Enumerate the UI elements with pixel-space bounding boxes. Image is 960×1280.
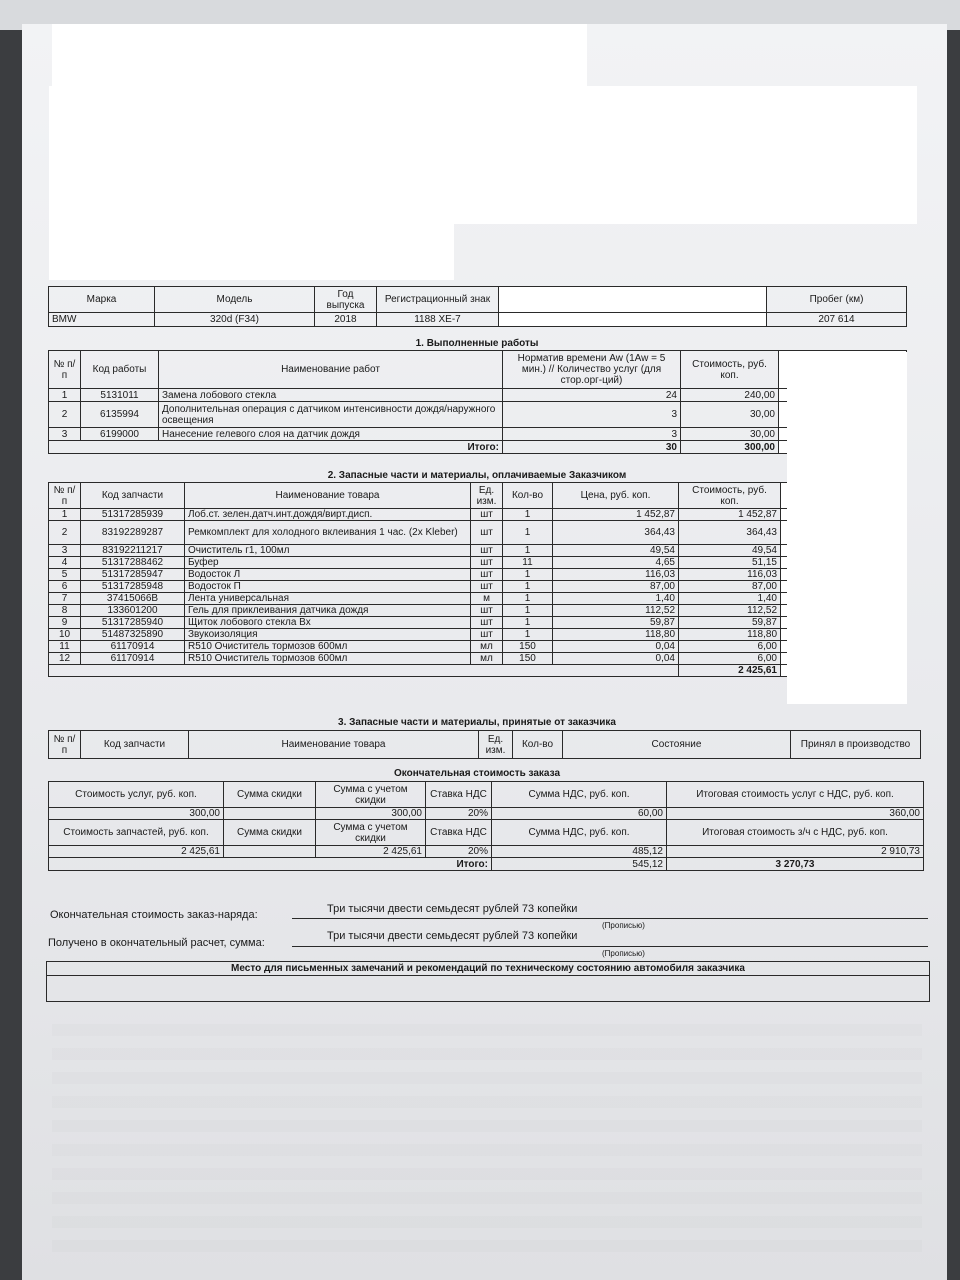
parts-table — [48, 482, 906, 677]
parts-cell-code: 51317285940 — [81, 617, 185, 629]
vehicle-header-year: Год выпуска — [315, 287, 377, 313]
parts-cell-cost: 6,00 — [679, 641, 781, 653]
vat-sum-label-2: Сумма НДС, руб. коп. — [492, 820, 667, 846]
parts-cell-unit: шт — [471, 545, 503, 557]
services-label: Стоимость услуг, руб. коп. — [49, 782, 224, 808]
vehicle-plate: 1188 XE-7 — [377, 313, 499, 327]
parts-cell-code: 83192289287 — [81, 521, 185, 545]
parts-cell-price: 112,52 — [553, 605, 679, 617]
works-cell-num: 2 — [49, 402, 81, 428]
parts-header-num: № п/п — [49, 483, 81, 509]
parts-cell-name: R510 Очиститель тормозов 600мл — [185, 653, 471, 665]
parts-cell-qty: 1 — [503, 581, 553, 593]
works-cell-num: 1 — [49, 389, 81, 402]
parts-cell-unit: шт — [471, 569, 503, 581]
parts-cell-cost: 49,54 — [679, 545, 781, 557]
vehicle-info-table — [48, 286, 906, 327]
parts-cell-num: 1 — [49, 509, 81, 521]
parts-cell-code: 61170914 — [81, 653, 185, 665]
works-total-row — [49, 441, 907, 454]
final-title: Окончательная стоимость заказа — [393, 768, 561, 779]
vat-sum-label: Сумма НДС, руб. коп. — [492, 782, 667, 808]
works-cell-name: Нанесение гелевого слоя на датчик дождя — [159, 428, 503, 441]
parts-cell-unit: мл — [471, 641, 503, 653]
parts-cell-num: 12 — [49, 653, 81, 665]
works-cell-cost: 30,00 — [681, 402, 779, 428]
table-row — [49, 617, 907, 629]
redacted-header-block-2 — [49, 86, 917, 224]
works-cell-norm: 24 — [503, 389, 681, 402]
services-total-label: Итоговая стоимость услуг с НДС, руб. коп. — [667, 782, 924, 808]
parts-total: 2 425,61 — [679, 665, 781, 677]
vehicle-header-make: Марка — [49, 287, 155, 313]
services-total: 360,00 — [667, 808, 924, 820]
parts-cell-num: 10 — [49, 629, 81, 641]
works-table — [48, 350, 906, 454]
works-cell-num: 3 — [49, 428, 81, 441]
parts-cell-price: 118,80 — [553, 629, 679, 641]
works-cell-norm: 3 — [503, 428, 681, 441]
works-header-name: Наименование работ — [159, 351, 503, 389]
works-cell-code: 6135994 — [81, 402, 159, 428]
parts-cell-code: 83192211217 — [81, 545, 185, 557]
vehicle-header-model: Модель — [155, 287, 315, 313]
parts-cell-cost: 1,40 — [679, 593, 781, 605]
parts-cell-price: 1,40 — [553, 593, 679, 605]
discount-label-2: Сумма скидки — [224, 820, 316, 846]
parts-header-cost: Стоимость, руб. коп. — [679, 483, 781, 509]
vat-rate-label-2: Ставка НДС — [426, 820, 492, 846]
vehicle-mileage: 207 614 — [767, 313, 907, 327]
parts-cell-unit: шт — [471, 605, 503, 617]
parts-cell-num: 9 — [49, 617, 81, 629]
services-vat-rate: 20% — [426, 808, 492, 820]
works-title: 1. Выполненные работы — [415, 338, 539, 349]
customer-parts-header-code: Код запчасти — [81, 731, 189, 759]
parts-cell-code: 51317285939 — [81, 509, 185, 521]
received-line — [292, 946, 928, 947]
parts-value: 2 425,61 — [49, 846, 224, 858]
table-row — [49, 428, 907, 441]
parts-cell-name: Ремкомплект для холодного вклеивания 1 час. (2x Kleber) — [185, 521, 471, 545]
vehicle-header-plate: Регистрационный знак — [377, 287, 499, 313]
parts-cell-unit: шт — [471, 581, 503, 593]
final-cost-table — [48, 781, 923, 871]
parts-header-code: Код запчасти — [81, 483, 185, 509]
parts-cell-unit: шт — [471, 617, 503, 629]
services-with-discount: 300,00 — [316, 808, 426, 820]
parts-cell-num: 4 — [49, 557, 81, 569]
parts-cell-name: Водосток Л — [185, 569, 471, 581]
parts-cell-code: 51317285948 — [81, 581, 185, 593]
works-header-cost: Стоимость, руб. коп. — [681, 351, 779, 389]
parts-cell-num: 11 — [49, 641, 81, 653]
table-row — [49, 509, 907, 521]
parts-cell-unit: шт — [471, 521, 503, 545]
parts-cell-num: 7 — [49, 593, 81, 605]
redacted-header-block-3 — [49, 222, 454, 280]
customer-parts-table — [48, 730, 920, 759]
parts-cell-name: Лента универсальная — [185, 593, 471, 605]
parts-total-row — [49, 665, 907, 677]
customer-parts-header-accepted: Принял в производство — [791, 731, 921, 759]
table-row — [49, 545, 907, 557]
parts-cell-price: 49,54 — [553, 545, 679, 557]
works-header-norm: Норматив времени Aw (1Aw = 5 мин.) // Количество услуг (для стор.орг-ций) — [503, 351, 681, 389]
customer-parts-header-name: Наименование товара — [189, 731, 479, 759]
parts-cell-qty: 1 — [503, 569, 553, 581]
table-row — [49, 569, 907, 581]
parts-cell-cost: 1 452,87 — [679, 509, 781, 521]
parts-cell-unit: шт — [471, 509, 503, 521]
remarks-title: Место для письменных замечаний и рекомендаций по техническому состоянию автомобиля заказчика — [47, 962, 930, 976]
parts-cell-price: 0,04 — [553, 653, 679, 665]
remarks-box — [46, 961, 930, 1001]
parts-cell-unit: шт — [471, 557, 503, 569]
parts-cell-unit: мл — [471, 653, 503, 665]
works-header-code: Код работы — [81, 351, 159, 389]
parts-label: Стоимость запчастей, руб. коп. — [49, 820, 224, 846]
parts-header-unit: Ед. изм. — [471, 483, 503, 509]
works-cell-name: Замена лобового стекла — [159, 389, 503, 402]
vehicle-make: BMW — [49, 313, 155, 327]
parts-cell-code: 37415066B — [81, 593, 185, 605]
vehicle-redacted-cell-2 — [499, 313, 767, 327]
parts-cell-qty: 1 — [503, 521, 553, 545]
table-row — [49, 402, 907, 428]
table-row — [49, 389, 907, 402]
works-cell-name: Дополнительная операция с датчиком интенсивности дождя/наружного освещения — [159, 402, 503, 428]
services-value: 300,00 — [49, 808, 224, 820]
parts-cell-num: 3 — [49, 545, 81, 557]
work-order-document — [22, 24, 947, 1280]
final-total-vat: 545,12 — [492, 858, 667, 871]
parts-cell-cost: 118,80 — [679, 629, 781, 641]
received-words: Три тысячи двести семьдесят рублей 73 копейки — [327, 930, 578, 942]
parts-cell-price: 116,03 — [553, 569, 679, 581]
parts-cell-code: 51317285947 — [81, 569, 185, 581]
in-words-note-2: (Прописью) — [602, 949, 645, 958]
parts-cell-qty: 1 — [503, 593, 553, 605]
works-cell-cost: 240,00 — [681, 389, 779, 402]
discount-label: Сумма скидки — [224, 782, 316, 808]
parts-cell-cost: 51,15 — [679, 557, 781, 569]
parts-cell-cost: 59,87 — [679, 617, 781, 629]
table-row — [49, 653, 907, 665]
parts-cell-price: 0,04 — [553, 641, 679, 653]
parts-cell-unit: м — [471, 593, 503, 605]
works-total-qty: 30 — [503, 441, 681, 454]
table-row — [49, 581, 907, 593]
vehicle-model: 320d (F34) — [155, 313, 315, 327]
works-header-num: № п/п — [49, 351, 81, 389]
with-discount-label-2: Сумма с учетом скидки — [316, 820, 426, 846]
table-row — [49, 629, 907, 641]
parts-cell-name: Щиток лобового стекла Вх — [185, 617, 471, 629]
parts-cell-cost: 6,00 — [679, 653, 781, 665]
parts-cell-num: 6 — [49, 581, 81, 593]
parts-cell-price: 87,00 — [553, 581, 679, 593]
parts-cell-qty: 1 — [503, 545, 553, 557]
final-cost-label: Окончательная стоимость заказ-наряда: — [50, 909, 258, 921]
services-vat: 60,00 — [492, 808, 667, 820]
parts-cell-code: 61170914 — [81, 641, 185, 653]
parts-discount — [224, 846, 316, 858]
bleed-through-shadow — [52, 1024, 922, 1264]
redacted-side-block — [787, 352, 907, 704]
customer-parts-header-condition: Состояние — [563, 731, 791, 759]
parts-cell-price: 1 452,87 — [553, 509, 679, 521]
parts-header-qty: Кол-во — [503, 483, 553, 509]
parts-cell-qty: 1 — [503, 509, 553, 521]
customer-parts-header-num: № п/п — [49, 731, 81, 759]
parts-cell-cost: 112,52 — [679, 605, 781, 617]
parts-cell-price: 4,65 — [553, 557, 679, 569]
parts-cell-qty: 1 — [503, 605, 553, 617]
parts-cell-cost: 364,43 — [679, 521, 781, 545]
parts-cell-name: Гель для приклеивания датчика дождя — [185, 605, 471, 617]
redacted-header-block — [52, 24, 587, 86]
parts-header-price: Цена, руб. коп. — [553, 483, 679, 509]
received-label: Получено в окончательный расчет, сумма: — [48, 937, 265, 949]
parts-cell-name: Лоб.ст. зелен.датч.инт.дождя/вирт.дисп. — [185, 509, 471, 521]
parts-cell-qty: 11 — [503, 557, 553, 569]
table-row — [49, 605, 907, 617]
parts-vat: 485,12 — [492, 846, 667, 858]
remarks-space — [47, 976, 930, 1002]
parts-cell-code: 51487325890 — [81, 629, 185, 641]
parts-header-name: Наименование товара — [185, 483, 471, 509]
parts-cell-num: 5 — [49, 569, 81, 581]
customer-parts-title: 3. Запасные части и материалы, принятые от заказчика — [338, 717, 616, 728]
works-total-cost: 300,00 — [681, 441, 779, 454]
parts-cell-name: Водосток П — [185, 581, 471, 593]
services-discount — [224, 808, 316, 820]
parts-cell-price: 59,87 — [553, 617, 679, 629]
works-cell-cost: 30,00 — [681, 428, 779, 441]
parts-cell-qty: 150 — [503, 641, 553, 653]
works-cell-code: 5131011 — [81, 389, 159, 402]
parts-cell-name: R510 Очиститель тормозов 600мл — [185, 641, 471, 653]
works-cell-code: 6199000 — [81, 428, 159, 441]
parts-vat-rate: 20% — [426, 846, 492, 858]
vehicle-header-mileage: Пробег (км) — [767, 287, 907, 313]
table-row — [49, 641, 907, 653]
parts-title: 2. Запасные части и материалы, оплачиваемые Заказчиком — [327, 470, 627, 481]
final-total-label: Итого: — [49, 858, 492, 871]
customer-parts-header-qty: Кол-во — [513, 731, 563, 759]
final-cost-words: Три тысячи двести семьдесят рублей 73 копейки — [327, 903, 578, 915]
vehicle-year: 2018 — [315, 313, 377, 327]
parts-total: 2 910,73 — [667, 846, 924, 858]
table-row — [49, 593, 907, 605]
works-cell-norm: 3 — [503, 402, 681, 428]
parts-cell-name: Буфер — [185, 557, 471, 569]
parts-cell-code: 133601200 — [81, 605, 185, 617]
parts-cell-qty: 150 — [503, 653, 553, 665]
parts-with-discount: 2 425,61 — [316, 846, 426, 858]
parts-cell-unit: шт — [471, 629, 503, 641]
parts-cell-qty: 1 — [503, 617, 553, 629]
parts-cell-qty: 1 — [503, 629, 553, 641]
parts-cell-num: 8 — [49, 605, 81, 617]
vat-rate-label: Ставка НДС — [426, 782, 492, 808]
final-cost-line — [292, 918, 928, 919]
in-words-note: (Прописью) — [602, 921, 645, 930]
parts-total-label: Итоговая стоимость з/ч с НДС, руб. коп. — [667, 820, 924, 846]
with-discount-label: Сумма с учетом скидки — [316, 782, 426, 808]
parts-total-spacer — [49, 665, 679, 677]
vehicle-redacted-cell — [499, 287, 767, 313]
parts-cell-num: 2 — [49, 521, 81, 545]
parts-cell-cost: 116,03 — [679, 569, 781, 581]
table-row — [49, 557, 907, 569]
parts-cell-cost: 87,00 — [679, 581, 781, 593]
parts-cell-price: 364,43 — [553, 521, 679, 545]
parts-cell-code: 51317288462 — [81, 557, 185, 569]
works-total-label: Итого: — [49, 441, 503, 454]
parts-cell-name: Звукоизоляция — [185, 629, 471, 641]
table-row — [49, 521, 907, 545]
parts-cell-name: Очиститель г1, 100мл — [185, 545, 471, 557]
final-grand-total: 3 270,73 — [667, 858, 924, 871]
customer-parts-header-unit: Ед. изм. — [479, 731, 513, 759]
